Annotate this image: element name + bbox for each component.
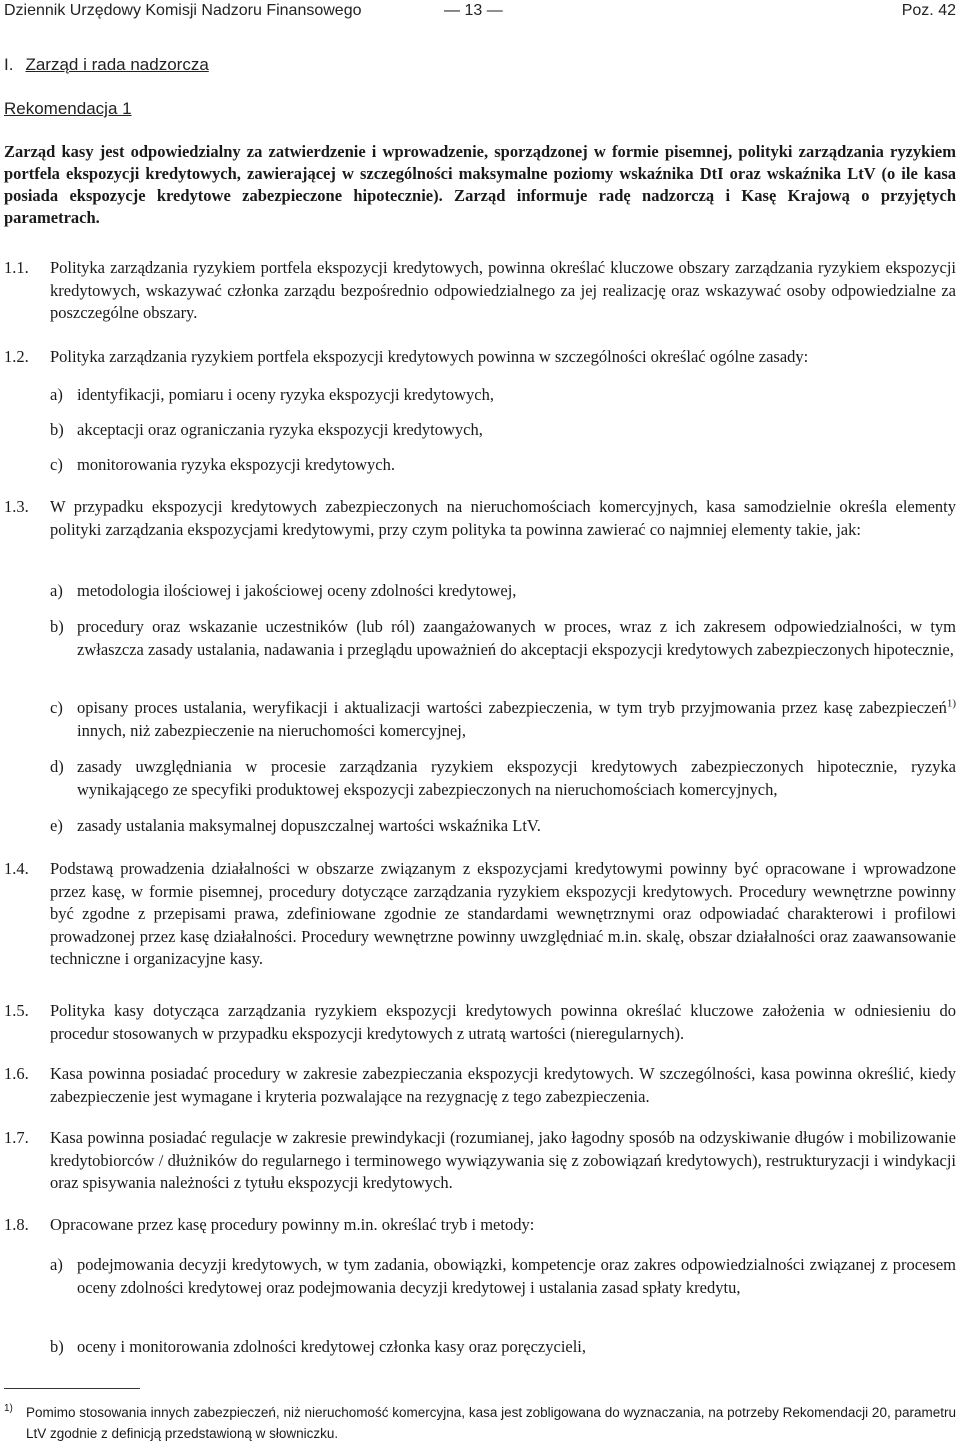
list-letter: c)	[50, 455, 63, 474]
paragraph-number: 1.1.	[4, 258, 29, 277]
list-text: identyfikacji, pomiaru i oceny ryzyka ekspozycji kredytowych,	[77, 385, 494, 404]
list-item	[50, 1336, 956, 1359]
list-text-part: innych, niż zabezpieczenie na nieruchomości komercyjnej,	[77, 720, 466, 740]
page-number: — 13 —	[444, 2, 503, 19]
paragraph-number: 1.3.	[4, 497, 29, 516]
paragraph-number: 1.4.	[4, 859, 29, 878]
journal-title: Dziennik Urzędowy Komisji Nadzoru Finansowego	[4, 2, 362, 19]
paragraph-text: Kasa powinna posiadać regulacje w zakresie prewindykacji (rozumianej, jako łagodny sposób na odzyskiwanie długów i mobilizowanie kredytobiorców / dłużników do regularnego i terminowego wywiązywania się z zobowiązań kredytowych), restrukturyzacji i windykacji oraz spisywania należności z tytułu ekspozycji kredytowych.	[50, 1128, 956, 1192]
list-letter: c)	[50, 698, 63, 717]
list-text: akceptacji oraz ograniczania ryzyka ekspozycji kredytowych,	[77, 420, 483, 439]
paragraph-1-5	[4, 1000, 956, 1045]
paragraph-1-3	[4, 496, 956, 541]
paragraph-text: Polityka kasy dotycząca zarządzania ryzykiem ekspozycji kredytowych powinna określać kluczowe założenia w odniesieniu do procedur stosowanych w przypadku ekspozycji kredytowych z utratą wartości (nieregularnych).	[50, 1001, 956, 1043]
paragraph-text: Kasa powinna posiadać procedury w zakresie zabezpieczania ekspozycji kredytowych. W szczególności, kasa powinna określić, kiedy zabezpieczenie jest wymagane i kryteria pozwalające na rezygnację z tego zabezpieczenia.	[50, 1064, 956, 1106]
list-letter: b)	[50, 420, 64, 439]
paragraph-1-8	[4, 1214, 956, 1237]
position-number: Poz. 42	[901, 2, 956, 19]
footnote-reference: 1)	[946, 697, 956, 710]
page-header	[4, 2, 956, 24]
list-text: podejmowania decyzji kredytowych, w tym zadania, obowiązki, kompetencje oraz zakres odpowiedzialności związanej z procesem oceny zdolności kredytowej oraz podejmowania decyzji kredytowej i ustalania zasad spłaty kredytu,	[77, 1255, 956, 1297]
list-item	[50, 616, 956, 661]
paragraph-number: 1.6.	[4, 1064, 29, 1083]
list-item	[50, 697, 956, 742]
list-letter: d)	[50, 757, 64, 776]
list-letter: a)	[50, 385, 63, 404]
list-item	[50, 384, 956, 407]
list-text: zasady uwzględniania w procesie zarządzania ryzykiem ekspozycji kredytowych zabezpieczonych hipotecznie, ryzyka wynikającego ze specyfiki produktowej ekspozycji zabezpieczonych na nieruchomościach komercyjnych,	[77, 757, 956, 799]
paragraph-text: Polityka zarządzania ryzykiem portfela ekspozycji kredytowych powinna w szczególności określać ogólne zasady:	[50, 347, 809, 366]
recommendation-text: Zarząd kasy jest odpowiedzialny za zatwierdzenie i wprowadzenie, sporządzonej w formie pisemnej, polityki zarządzania ryzykiem portfela ekspozycji kredytowych, zawierającej w szczególności maksymalne poziomy wskaźnika DtI oraz wskaźnika LtV (o ile kasa posiada ekspozycje kredytowe zabezpieczone hipotecznie). Zarząd informuje radę nadzorczą i Kasę Krajową o przyjętych parametrach.	[4, 142, 956, 227]
footnote-text: Pomimo stosowania innych zabezpieczeń, niż nieruchomość komercyjna, kasa jest zobligowana do wyznaczania, na potrzeby Rekomendacji 20, parametru LtV zgodnie z definicją przedstawioną w słowniczku.	[26, 1405, 956, 1441]
list-letter: b)	[50, 617, 64, 636]
paragraph-text: W przypadku ekspozycji kredytowych zabezpieczonych na nieruchomościach komercyjnych, kasa samodzielnie określa elementy polityki zarządzania ekspozycjami kredytowymi, przy czym polityka ta powinna zawierać co najmniej elementy takie, jak:	[50, 497, 956, 539]
list-text-part: opisany proces ustalania, weryfikacji i aktualizacji wartości zabezpieczenia, w tym tryb przyjmowania przez kasę zabezpieczeń	[77, 698, 947, 717]
paragraph-text: Podstawą prowadzenia działalności w obszarze związanym z ekspozycjami kredytowymi powinny być opracowane i wprowadzone przez kasę, w formie pisemnej, procedury dotyczące zarządzania ryzykiem ekspozycji kredytowych. Procedury wewnętrzne powinny być zgodne z przepisami prawa, zdefiniowane zgodnie ze standardami wewnętrznymi oraz odpowiadać charakterowi i profilowi prowadzonej przez kasę działalności. Procedury wewnętrzne powinny uwzględniać m.in. skalę, obszar działalności oraz zaawansowanie techniczne i organizacyjne kasy.	[50, 859, 956, 968]
list-text: oceny i monitorowania zdolności kredytowej członka kasy oraz poręczycieli,	[77, 1337, 587, 1356]
list-item	[50, 454, 956, 477]
footnote	[4, 1402, 956, 1444]
paragraph-1-6	[4, 1063, 956, 1108]
list-text: zasady ustalania maksymalnej dopuszczalnej wartości wskaźnika LtV.	[77, 816, 541, 835]
list-item	[50, 419, 956, 442]
list-item	[50, 1254, 956, 1299]
footnote-separator	[4, 1388, 140, 1389]
section-numeral: I.	[4, 55, 14, 74]
paragraph-text: Opracowane przez kasę procedury powinny m.in. określać tryb i metody:	[50, 1215, 535, 1234]
list-text: procedury oraz wskazanie uczestników (lub ról) zaangażowanych w proces, wraz z ich zakresem odpowiedzialności, w tym zwłaszcza zasady ustalania, nadawania i przeglądu upoważnień do akceptacji ekspozycji kredytowych zabezpieczonych hipotecznie,	[77, 617, 956, 659]
paragraph-number: 1.7.	[4, 1128, 29, 1147]
list-letter: a)	[50, 1255, 63, 1274]
list-letter: b)	[50, 1337, 64, 1356]
paragraph-number: 1.8.	[4, 1215, 29, 1234]
footnote-mark: 1)	[4, 1403, 13, 1414]
paragraph-text: Polityka zarządzania ryzykiem portfela ekspozycji kredytowych, powinna określać kluczowe obszary zarządzania ryzykiem ekspozycji kredytowych, wskazywać członka zarządu bezpośrednio odpowiedzialnego za jej realizację oraz wskazywać osoby odpowiedzialne za poszczególne obszary.	[50, 258, 956, 322]
section-heading	[4, 55, 209, 75]
section-title: Zarząd i rada nadzorcza	[25, 55, 209, 74]
paragraph-number: 1.2.	[4, 347, 29, 366]
list-text: monitorowania ryzyka ekspozycji kredytowych.	[77, 455, 395, 474]
paragraph-1-4	[4, 858, 956, 971]
list-item	[50, 815, 956, 838]
paragraph-1-2	[4, 346, 956, 369]
list-item	[50, 580, 956, 603]
list-text	[77, 697, 956, 742]
list-text: metodologia ilościowej i jakościowej oceny zdolności kredytowej,	[77, 581, 517, 600]
paragraph-1-1	[4, 257, 956, 325]
list-letter: a)	[50, 581, 63, 600]
paragraph-number: 1.5.	[4, 1001, 29, 1020]
list-letter: e)	[50, 816, 63, 835]
list-item	[50, 756, 956, 801]
paragraph-1-7	[4, 1127, 956, 1195]
recommendation-title: Rekomendacja 1	[4, 99, 132, 118]
